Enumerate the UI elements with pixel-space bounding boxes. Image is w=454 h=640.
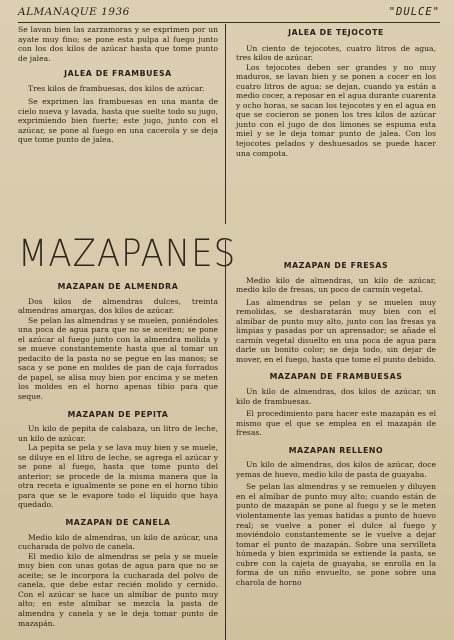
column-divider [225,24,226,224]
mazapan-pepita-ingredients: Un kilo de pepita de calabaza, un litro de leche, un kilo de azúcar. [18,424,218,443]
mazapan-frambuesas-ingredients: Un kilo de almendras, dos kilos de azúcar, un kilo de frambuesas. [236,387,436,406]
mazapan-almendra-title: MAZAPAN DE ALMENDRA [57,282,179,291]
mazapan-frambuesas-method: El procedimiento para hacer este mazapán es el mismo que el que se emplea en el mazapán de fresas. [236,409,436,438]
top-left-column [18,25,218,145]
mazapan-pepita-method: La pepita se pela y se lava muy bien y se muele, se diluye en el litro de leche, se agrega el azúcar y se pone al fuego, hasta que tome punto del anterior; se procede de la misma manera que la otra receta e igualmente se pone en el horno tibio para que se le evapore todo el líquido que haya quedado. [18,443,218,510]
mazapan-almendra-method: Se pelan las almendras y se muelen, poniéndoles una poca de agua para que no se aceiten; se pone el azúcar al fuego junto con la almendra molida y se mueve constantemente hasta que al tomar un pedacito de la pasta no se pegue en las manos; se saca y se pone en moldes de pan de caja forrados de papel, se alisa muy bien por encima y se meten los moldes en el horno apenas tibio para que seque. [18,315,218,402]
jalea-frambuesa-method: Se exprimen las frambuesas en una manta de cielo nueva y lavada, hasta que suelte todo su jugo, exprimiendo bien fuerte; este jugo, junto con el azúcar, se pone al fuego en una cacerola y se deja que tome punto de jalea. [18,97,218,145]
header-left: ALMANAQUE 1936 [18,6,130,18]
mazapan-relleno-ingredients: Un kilo de almendras, dos kilos de azúcar, doce yemas de huevo, medio kilo de pasta de guayaba. [236,460,436,479]
mazapan-frambuesas-title: MAZAPAN DE FRAMBUESAS [269,372,403,382]
jalea-tejocote-ingredients: Un ciento de tejocotes, cuatro litros de agua, tres kilos de azúcar. [236,43,436,63]
mazapan-pepita-title: MAZAPAN DE PEPITA [67,409,169,419]
mazapan-almendra-ingredients: Dos kilos de almendras dulces, treinta almendras amargas, dos kilos de azúcar. [18,296,218,316]
zarzamora-end-text: Se lavan bien las zarzamoras y se exprimen por un ayate muy fino; se pone esta pulpa al fuego junto con los dos kilos de azúcar hasta que tome punto de jalea. [18,25,218,63]
header-right: "DULCE" [388,6,440,18]
mazapan-fresas-ingredients: Medio kilo de almendras, un kilo de azúcar, medio kilo de fresas, un poco de carmín vegetal. [236,275,436,295]
lower-left-column [18,282,218,628]
mazapan-relleno-title: MAZAPAN RELLENO [288,445,384,455]
mazapan-canela-method: El medio kilo de almendras se pela y se muele muy bien con unas gotas de agua para que no se aceite; se le incorpora la cucharada del polvo de canela, que debe estar recién molido y cernido. Con el azúcar se hace un almíbar de punto muy alto; en este almíbar se mezcla la pasta de almendra y canela y se le deja tomar punto de mazapán. [18,551,218,628]
mazapan-relleno-method: Se pelan las almendras y se remuelen y diluyen en el almíbar de punto muy alto; cuando están de punto de mazapán se pone al fuego y se le meten violentamente las yemas batidas a punto de huevo real; se vuelve a poner el dulce al fuego y moviéndolo constantemente se le vuelve a dejar tomar el punto de mazapán. Sobre una servilleta húmeda y bien exprimida se extiende la pasta, se cubre con la cajeta de guayaba, se enrolla en la forma de un niño envuelto, se pone sobre una charola de horno [236,482,436,587]
mazapan-canela-title: MAZAPAN DE CANELA [65,518,171,528]
lower-right-column [236,261,436,587]
mazapan-fresas-method: Las almendras se pelan y se muelen muy remolidas, se desbaratarán muy bien con el almíbar de punto muy alto, junto con las fresas ya limpias y pasadas por un aprensador; se añade el carmín vegetal disuelto en una poca de agua para darle un bonito color; se deja todo, sin dejar de mover, en el fuego, hasta que tome el punto debido. [236,297,436,364]
column-divider-lower [225,240,226,640]
jalea-tejocote-method: Los tejocotes deben ser grandes y no muy maduros, se lavan bien y se ponen a cocer en los cuatro litros de agua; se dejan, cuando ya están a medio cocer, a reposar en el agua durante cuarenta y ocho horas, se sacan los tejocotes y en el agua en que se cocieron se ponen los tres kilos de azúcar junto con el jugo de dos limones se espuma esta miel y se le deja tomar punto de jalea. Con los tejocotes pelados y deshuesados se puede hacer una compota. [236,62,436,158]
mazapan-fresas-title: MAZAPAN DE FRESAS [283,261,389,270]
jalea-frambuesa-ingredients: Tres kilos de frambuesas, dos kilos de azúcar. [28,83,205,93]
jalea-frambuesa-title: JALEA DE FRAMBUESA [64,69,172,79]
running-header [18,6,440,23]
section-title-mazapanes: MAZAPANES [18,232,237,276]
mazapan-canela-ingredients: Medio kilo de almendras, un kilo de azúcar, una cucharada de polvo de canela. [18,532,218,552]
jalea-tejocote-title: JALEA DE TEJOCOTE [288,28,384,37]
top-right-column [236,28,436,158]
